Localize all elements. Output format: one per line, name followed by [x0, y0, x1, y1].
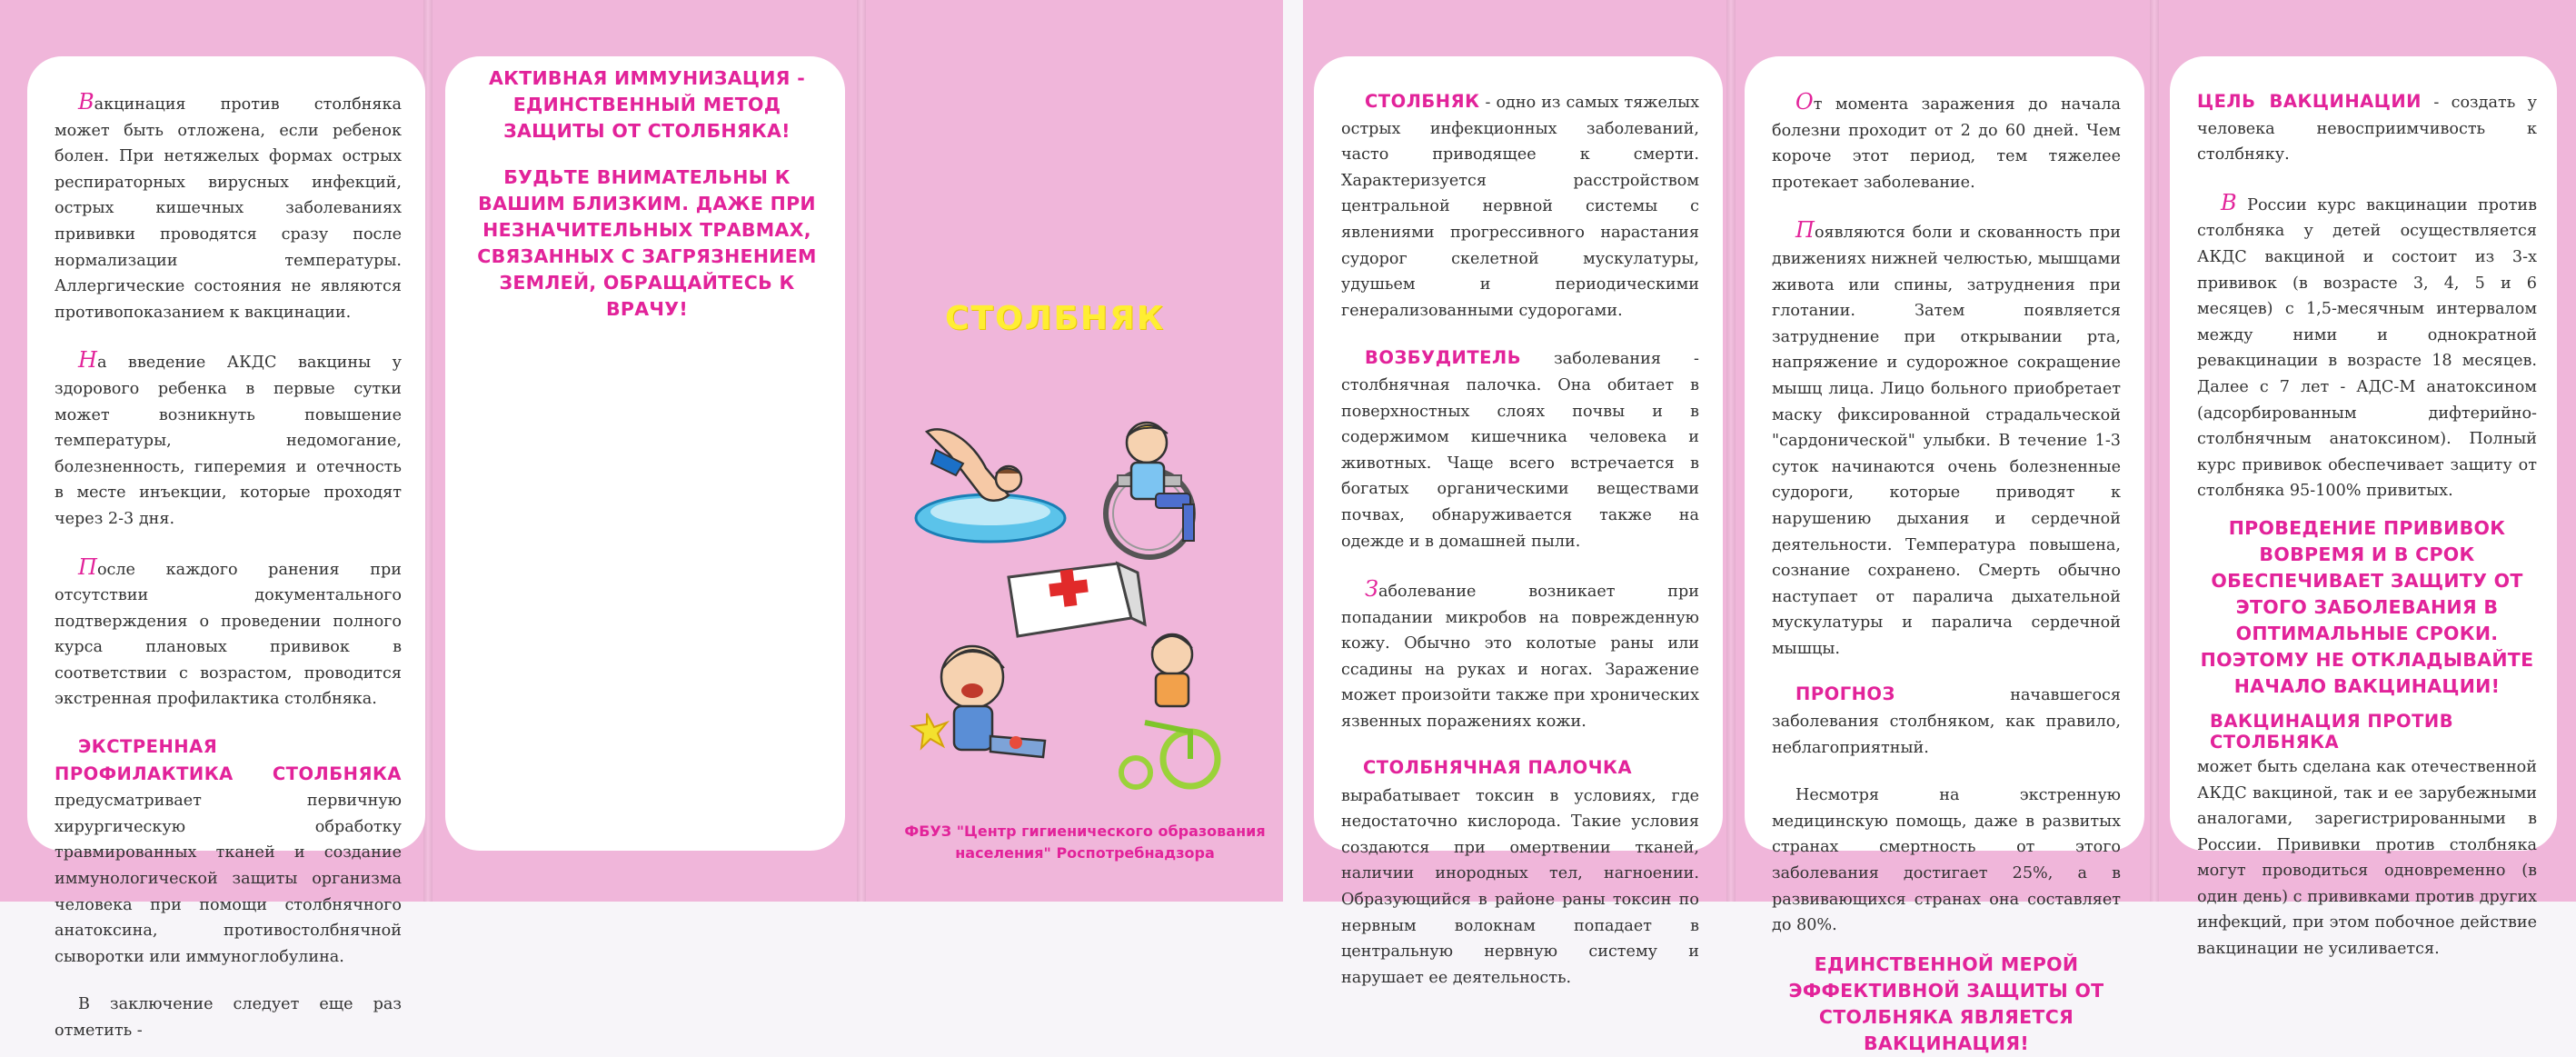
paragraph: После каждого ранения при отсутствии документального подтверждения о проведении полного курса плановых прививок в соответствии с возрастом, проводится экстренная профилактика столбняка. [55, 553, 402, 709]
paragraph-emergency: ЭКСТРЕННАЯ ПРОФИЛАКТИКА СТОЛБНЯКА предусматривает первичную хирургическую обработку травмированных тканей и создание иммунологической защиты организма человека при помощи столбнячного анатоксина, противостолбнячной сыворотки или иммуноглобулина. [55, 736, 402, 966]
keyword-tetanus: СТОЛБНЯК [1365, 91, 1480, 112]
heading-active-immunization: АКТИВНАЯ ИММУНИЗАЦИЯ - ЕДИНСТВЕННЫЙ МЕТОД ЗАЩИТЫ ОТ СТОЛБНЯКА! [488, 67, 806, 142]
panel-vaccination-contraindications [27, 56, 425, 1040]
paragraph-prognosis: ПРОГНОЗ начавшегося заболевания столбняком, как правило, неблагоприятный. [1772, 683, 2121, 757]
heading-only-measure: ЕДИНСТВЕННОЙ МЕРОЙ ЭФФЕКТИВНОЙ ЗАЩИТЫ ОТ СТОЛБНЯКА ЯВЛЯЕТСЯ ВАКЦИНАЦИЯ! [1788, 952, 2104, 1054]
paragraph-goal: ЦЕЛЬ ВАКЦИНАЦИИ - создать у человека невосприимчивость к столбняку. [2197, 91, 2537, 165]
paragraph-symptoms: Появляются боли и скованность при движениях нижней челюстью, мышцами живота или спины, затруднения при глотании. Затем появляется затруднение при открывании рта, напряжение и судорожное сокращение мышц лица. Лицо больного приобретает маску фиксированной страдальческой "сардонической" улыбки. В течение 1-3 суток начинаются очень болезненные судороги, которые приводят к нарушению дыхания и сердечной деятельности. Температура повышена, сознание сохранено. Смерть обычно наступает от паралича дыхательной мускулатуры и паралича сердечной мышцы. [1772, 217, 2121, 658]
tricycle-child-icon [1121, 634, 1218, 787]
paragraph-closing: В заключение следует еще раз отметить - [55, 995, 402, 1040]
heading-be-attentive: БУДЬТЕ ВНИМАТЕЛЬНЫ К ВАШИМ БЛИЗКИМ. ДАЖЕ ПРИ НЕЗНАЧИТЕЛЬНЫХ ТРАВМАХ, СВЯЗАННЫХ С ЗАГРЯЗНЕНИЕМ ЗЕМЛЕЙ, ОБРАЩАЙТЕСЬ К ВРАЧУ! [477, 166, 817, 320]
paragraph-mortality: Несмотря на экстренную медицинскую помощь, даже в развитых странах смертность от этого заболевания достигает 25%, а в развивающихся странах она составляет до 80%. [1772, 786, 2121, 935]
wheelchair-child-icon [1106, 423, 1194, 557]
injured-child-icon [912, 646, 1045, 757]
paragraph-toxin: вырабатывает токсин в условиях, где недостаточно кислорода. Такие условия создаются при омертвении тканей, наличии инородных тел, нагноении. Образующийся в районе раны токсин по нервным волокнам попадает в центральную нервную систему и нарушает ее деятельность. [1341, 786, 1699, 987]
paragraph: Вакцинация против столбняка может быть отложена, если ребенок болен. При нетяжелых формах острых респираторных вирусных инфекций, острых кишечных заболеваниях прививки проводятся сразу после нормализации температуры. Аллергические состояния не являются противопоказанием к вакцинации. [55, 89, 402, 322]
cover-illustration [900, 414, 1245, 804]
fold-line [2150, 0, 2159, 902]
heading-vaccination-against: ВАКЦИНАЦИЯ ПРОТИВ СТОЛБНЯКА [2210, 710, 2454, 753]
cover-title: СТОЛБНЯК [945, 300, 1166, 337]
keyword-prognosis: ПРОГНОЗ [1795, 683, 1895, 705]
paragraph-incubation: От момента заражения до начала болезни проходит от 2 до 60 дней. Чем короче этот период, тем тяжелее протекает заболевание. [1772, 89, 2121, 192]
panel-vaccination-goal [2170, 56, 2557, 959]
diving-child-icon [916, 429, 1065, 542]
fold-line [1726, 0, 1736, 902]
fold-line [857, 0, 866, 902]
keyword-goal: ЦЕЛЬ ВАКЦИНАЦИИ [2197, 91, 2422, 112]
keyword-pathogen: ВОЗБУДИТЕЛЬ [1365, 347, 1522, 369]
paragraph-definition: СТОЛБНЯК - одно из самых тяжелых острых инфекционных заболеваний, часто приводящее к смерти. Характеризуется расстройством центральной нервной системы с явлениями прогрессивного нарастания судорог скелетной мускулатуры, удушьем и периодическими генерализованными судорогами. [1341, 91, 1699, 320]
paragraph-pathogen: ВОЗБУДИТЕЛЬ заболевания - столбнячная палочка. Она обитает в поверхностных слоях почвы и в содержимом кишечника человека и животных. Чаще всего встречается в богатых органическими веществами почвах, обнаруживается также на одежде и в домашней пыли. [1341, 347, 1699, 551]
panel-immunization-callout [445, 56, 845, 851]
paragraph-vaccines: может быть сделана как отечественной АКДС вакциной, так и ее зарубежными аналогами, зарегистрированными в России. Прививки против столбняка могут проводиться одновременно (в один день) с прививками против других инфекций, при этом побочное действие вакцинации не усиливается. [2197, 757, 2537, 959]
paragraph-schedule: В России курс вакцинации против столбняка у детей осуществляется АКДС вакциной и состоит из 3-х прививок (в возрасте 3, 4, 5 и 6 месяцев) с 1,5-месячным интервалом между ними и однократной ревакцинации в возрасте 18 месяцев. Далее с 7 лет - АДС-М анатоксином (адсорбированным дифтерийно-столбнячным анатоксином). Полный курс прививок обеспечивает защиту от столбняка 95-100% привитых. [2197, 189, 2537, 501]
heading-bacillus: СТОЛБНЯЧНАЯ ПАЛОЧКА [1363, 756, 1633, 778]
paragraph-infection: Заболевание возникает при попадании микробов на поврежденную кожу. Обычно это колотые раны или ссадины на руках и ногах. Заражение может произойти также при хронических язвенных поражениях кожи. [1341, 576, 1699, 732]
emergency-keyword: ЭКСТРЕННАЯ ПРОФИЛАКТИКА СТОЛБНЯКА [55, 736, 402, 784]
paragraph: На введение АКДС вакцины у здорового ребенка в первые сутки может возникнуть повышение температуры, недомогание, болезненность, гиперемия и отечность в месте инъекции, которые проходят через 2-3 дня. [55, 347, 402, 528]
panel-what-is-tetanus [1314, 56, 1723, 987]
panel-disease-course [1745, 56, 2144, 1054]
heading-on-time: ПРОВЕДЕНИЕ ПРИВИВОК ВОВРЕМЯ И В СРОК ОБЕСПЕЧИВАЕТ ЗАЩИТУ ОТ ЭТОГО ЗАБОЛЕВАНИЯ В ОПТИМАЛЬНЫЕ СРОКИ. ПОЭТОМУ НЕ ОТКЛАДЫВАЙТЕ НАЧАЛО ВАКЦИНАЦИИ! [2200, 516, 2534, 697]
first-aid-kit-icon [1009, 563, 1145, 636]
publisher-credit: ФБУЗ "Центр гигиенического образования населения" Роспотребнадзора [904, 823, 1266, 862]
